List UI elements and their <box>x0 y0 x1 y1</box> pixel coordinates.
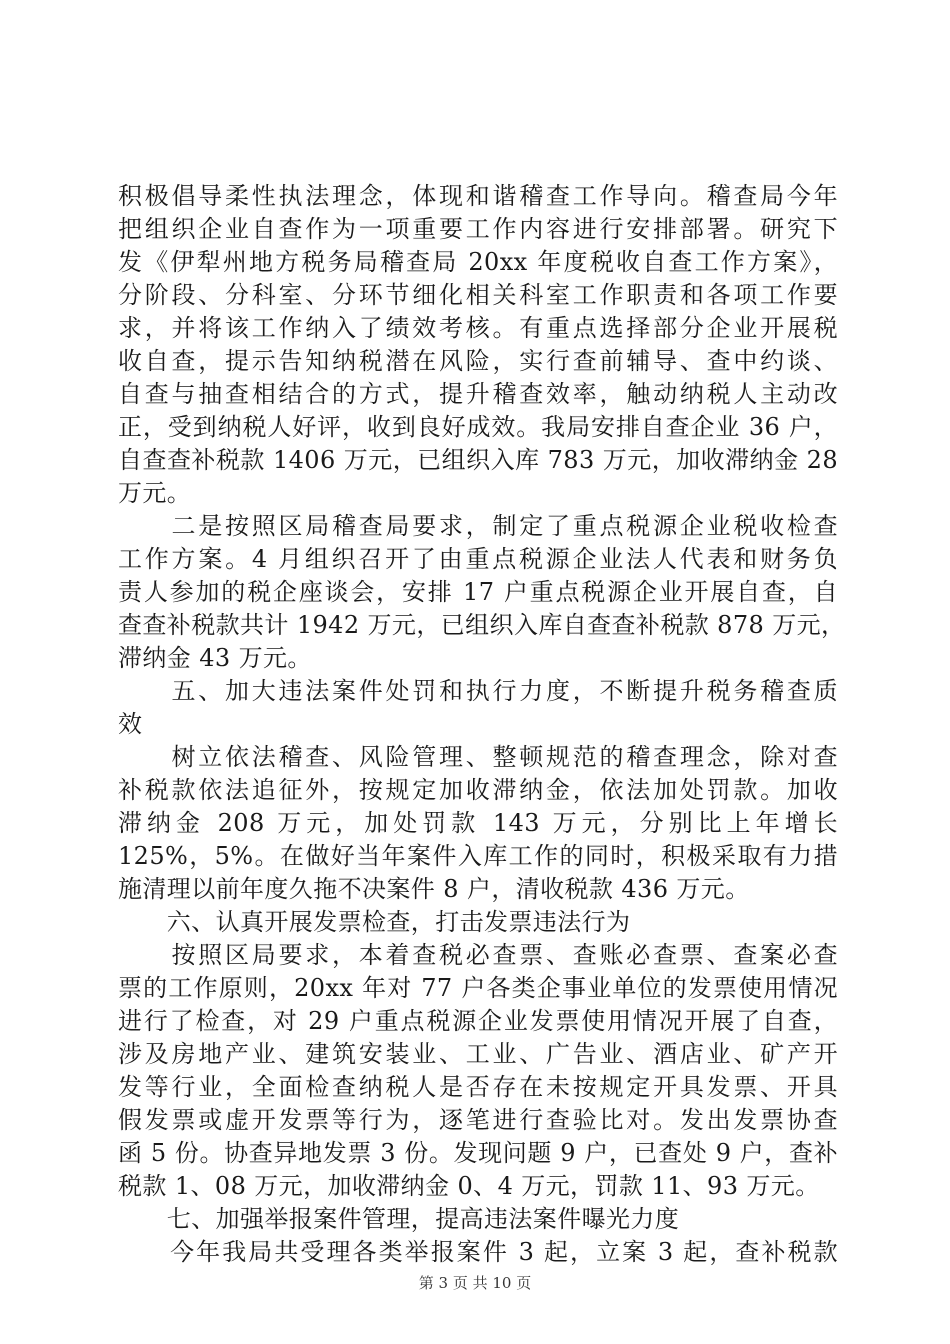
text-line: 票的工作原则，20xx 年对 77 户各类企事业单位的发票使用情况 <box>118 974 838 1002</box>
text-line: 责人参加的税企座谈会，安排 17 户重点税源企业开展自查，自 <box>118 578 838 606</box>
text-line: 自查查补税款 1406 万元，已组织入库 783 万元，加收滞纳金 28 <box>118 446 838 474</box>
text-line: 补税款依法追征外，按规定加收滞纳金，依法加处罚款。加收 <box>118 776 838 804</box>
text-line: 滞纳金 43 万元。 <box>118 644 312 672</box>
text-line: 六、认真开展发票检查，打击发票违法行为 <box>118 908 631 936</box>
text-line: 树立依法稽查、风险管理、整顿规范的稽查理念，除对查 <box>118 743 838 771</box>
text-line: 正，受到纳税人好评，收到良好成效。我局安排自查企业 36 户， <box>118 413 838 441</box>
page-number-footer: 第 3 页 共 10 页 <box>418 1274 532 1292</box>
text-line: 把组织企业自查作为一项重要工作内容进行安排部署。研究下 <box>118 215 838 243</box>
text-line: 求，并将该工作纳入了绩效考核。有重点选择部分企业开展税 <box>118 314 838 342</box>
text-line: 自查与抽查相结合的方式，提升稽查效率，触动纳税人主动改 <box>118 380 838 408</box>
text-line: 涉及房地产业、建筑安装业、工业、广告业、酒店业、矿产开 <box>118 1040 838 1068</box>
text-line: 发《伊犁州地方税务局稽查局 20xx 年度税收自查工作方案》， <box>118 248 838 276</box>
text-line: 税款 1、08 万元，加收滞纳金 0、4 万元，罚款 11、93 万元。 <box>118 1172 820 1200</box>
text-line: 今年我局共受理各类举报案件 3 起，立案 3 起，查补税款 <box>118 1238 838 1266</box>
text-line: 五、加大违法案件处罚和执行力度，不断提升税务稽查质 <box>118 677 838 705</box>
text-line: 效 <box>118 710 143 738</box>
text-line: 进行了检查，对 29 户重点税源企业发票使用情况开展了自查， <box>118 1007 838 1035</box>
text-line: 二是按照区局稽查局要求，制定了重点税源企业税收检查 <box>118 512 838 540</box>
text-line: 函 5 份。协查异地发票 3 份。发现问题 9 户，已查处 9 户，查补 <box>118 1139 838 1167</box>
text-line: 125%，5%。在做好当年案件入库工作的同时，积极采取有力措 <box>118 842 838 870</box>
document-body <box>118 180 846 1269</box>
text-line: 按照区局要求，本着查税必查票、查账必查票、查案必查 <box>118 941 838 969</box>
text-line: 积极倡导柔性执法理念，体现和谐稽查工作导向。稽查局今年 <box>118 182 838 210</box>
text-line: 分阶段、分科室、分环节细化相关科室工作职责和各项工作要 <box>118 281 838 309</box>
text-line: 假发票或虚开发票等行为，逐笔进行查验比对。发出发票协查 <box>118 1106 838 1134</box>
text-line: 收自查，提示告知纳税潜在风险，实行查前辅导、查中约谈、 <box>118 347 838 375</box>
text-line: 万元。 <box>118 479 192 507</box>
text-line: 发等行业，全面检查纳税人是否存在未按规定开具发票、开具 <box>118 1073 838 1101</box>
text-line: 七、加强举报案件管理，提高违法案件曝光力度 <box>118 1205 680 1233</box>
text-line: 工作方案。4 月组织召开了由重点税源企业法人代表和财务负 <box>118 545 838 573</box>
text-line: 滞纳金 208 万元，加处罚款 143 万元，分别比上年增长 <box>118 809 838 837</box>
text-line: 查查补税款共计 1942 万元，已组织入库自查查补税款 878 万元， <box>118 611 846 639</box>
text-line: 施清理以前年度久拖不决案件 8 户，清收税款 436 万元。 <box>118 875 750 903</box>
